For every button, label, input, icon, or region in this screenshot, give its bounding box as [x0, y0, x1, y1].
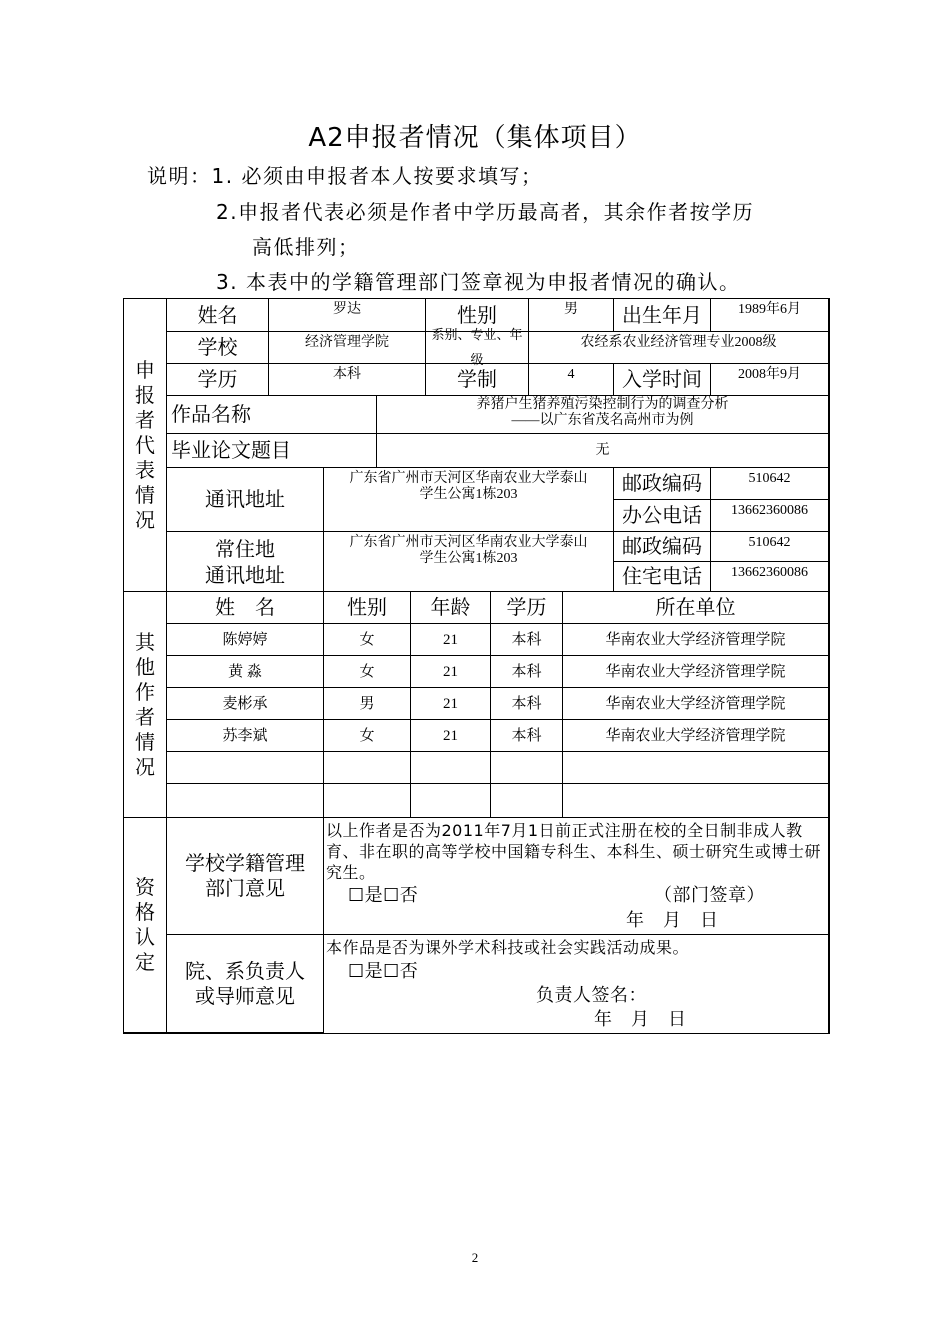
birth-label: 出生年月 — [614, 299, 711, 332]
office-phone-field[interactable]: 13662360086 — [711, 500, 829, 532]
home-address-line-1: 广东省广州市天河区华南农业大学泰山 — [349, 535, 588, 550]
others-unit-cell[interactable]: 华南农业大学经济管理学院 — [563, 624, 829, 656]
postcode-field[interactable]: 510642 — [711, 468, 829, 500]
vertical-char: 情 — [135, 729, 155, 754]
name-field[interactable]: 罗达 — [269, 299, 426, 332]
qual-section-label — [124, 818, 167, 1033]
registry-stamp-label: （部门签章） — [654, 885, 765, 906]
rep-section-label — [124, 299, 167, 592]
note-line-1: 说明：1. 必须由申报者本人按要求填写； — [147, 164, 543, 188]
address-line-2: 学生公寓1栋203 — [419, 487, 518, 502]
study-years-label: 学制 — [426, 364, 529, 396]
work-title-line-1: 养猪户生猪养殖污染控制行为的调查分析 — [476, 397, 729, 412]
advisor-label-line-1: 院、系负责人 — [185, 958, 305, 983]
enroll-field[interactable]: 2008年9月 — [711, 364, 829, 396]
work-title-field[interactable] — [377, 396, 829, 434]
others-education-cell[interactable]: 本科 — [491, 688, 563, 720]
advisor-sign-label: 负责人签名： — [536, 985, 647, 1006]
thesis-label: 毕业论文题目 — [167, 434, 377, 468]
home-phone-label: 住宅电话 — [614, 562, 711, 592]
education-field[interactable]: 本科 — [269, 364, 426, 396]
others-age-cell[interactable] — [411, 752, 491, 784]
others-age-cell[interactable] — [411, 784, 491, 818]
gender-field[interactable]: 男 — [529, 299, 614, 332]
vertical-char: 资 — [135, 875, 155, 899]
others-header-name: 姓 名 — [167, 592, 324, 624]
home-address-line-2: 学生公寓1栋203 — [419, 551, 518, 566]
office-phone-label: 办公电话 — [614, 500, 711, 532]
rep-section-text — [135, 358, 155, 533]
thesis-field[interactable]: 无 — [377, 434, 829, 468]
applicant-form-table — [123, 298, 830, 1034]
others-name-cell[interactable]: 苏李斌 — [167, 720, 324, 752]
vertical-char: 格 — [135, 900, 155, 924]
others-education-cell[interactable]: 本科 — [491, 624, 563, 656]
vertical-char: 报 — [135, 382, 155, 407]
vertical-char: 表 — [135, 457, 155, 482]
advisor-checkbox-yes-no[interactable]: ☐是☐否 — [348, 961, 419, 982]
others-gender-cell[interactable] — [324, 784, 411, 818]
vertical-char: 定 — [135, 950, 155, 974]
address-label: 通讯地址 — [167, 468, 324, 532]
work-title-line-2: ——以广东省茂名高州市为例 — [511, 413, 694, 428]
home-phone-field[interactable]: 13662360086 — [711, 562, 829, 592]
others-education-cell[interactable]: 本科 — [491, 656, 563, 688]
others-unit-cell[interactable]: 华南农业大学经济管理学院 — [563, 720, 829, 752]
advisor-label — [167, 935, 324, 1033]
others-age-cell[interactable]: 21 — [411, 720, 491, 752]
others-section-label — [124, 592, 167, 818]
vertical-char: 申 — [135, 357, 155, 382]
dept-label: 系别、专业、年级 — [426, 332, 529, 364]
registry-label-line-1: 学校学籍管理 — [185, 851, 305, 875]
home-address-label — [167, 532, 324, 592]
vertical-char: 者 — [135, 407, 155, 432]
others-name-cell[interactable] — [167, 784, 324, 818]
others-name-cell[interactable]: 陈婷婷 — [167, 624, 324, 656]
registry-date: 年 月 日 — [626, 910, 719, 931]
advisor-opinion-cell[interactable] — [324, 935, 829, 1033]
home-address-label-line-2: 通讯地址 — [205, 562, 285, 587]
others-name-cell[interactable] — [167, 752, 324, 784]
postcode2-field[interactable]: 510642 — [711, 532, 829, 562]
registry-question: 以上作者是否为2011年7月1日前正式注册在校的全日制非成人教育、非在职的高等学校中国籍专科生、本科生、硕士研究生或博士研究生。 — [326, 821, 822, 882]
registry-opinion-cell[interactable] — [324, 818, 829, 935]
others-education-cell[interactable] — [491, 784, 563, 818]
others-header-education: 学历 — [491, 592, 563, 624]
others-education-cell[interactable] — [491, 752, 563, 784]
advisor-label-line-2: 或导师意见 — [195, 983, 295, 1008]
vertical-char: 况 — [135, 754, 155, 779]
vertical-char: 其 — [135, 629, 155, 654]
others-name-cell[interactable]: 麦彬承 — [167, 688, 324, 720]
vertical-char: 作 — [135, 679, 155, 704]
page-title: A2申报者情况（集体项目） — [308, 123, 642, 153]
enroll-label: 入学时间 — [614, 364, 711, 396]
qual-section-text — [135, 875, 155, 975]
home-address-label-line-1: 常住地 — [215, 536, 275, 561]
others-header-age: 年龄 — [411, 592, 491, 624]
others-age-cell[interactable]: 21 — [411, 624, 491, 656]
others-unit-cell[interactable] — [563, 752, 829, 784]
vertical-char: 者 — [135, 704, 155, 729]
address-field[interactable] — [324, 468, 614, 532]
registry-label-line-2: 部门意见 — [205, 876, 285, 900]
page-number: 2 — [471, 1250, 479, 1265]
others-age-cell[interactable]: 21 — [411, 656, 491, 688]
others-gender-cell[interactable]: 女 — [324, 656, 411, 688]
others-gender-cell[interactable]: 女 — [324, 624, 411, 656]
school-field[interactable]: 经济管理学院 — [269, 332, 426, 364]
postcode2-label: 邮政编码 — [614, 532, 711, 562]
others-age-cell[interactable]: 21 — [411, 688, 491, 720]
gender-label: 性别 — [426, 299, 529, 332]
registry-label — [167, 818, 324, 935]
work-title-label: 作品名称 — [167, 396, 377, 434]
note-line-2: 2.申报者代表必须是作者中学历最高者，其余作者按学历 — [216, 200, 755, 224]
others-section-text — [135, 630, 155, 780]
vertical-char: 认 — [135, 925, 155, 949]
vertical-char: 代 — [135, 432, 155, 457]
others-unit-cell[interactable]: 华南农业大学经济管理学院 — [563, 688, 829, 720]
others-header-unit: 所在单位 — [563, 592, 829, 624]
others-unit-cell[interactable]: 华南农业大学经济管理学院 — [563, 656, 829, 688]
others-gender-cell[interactable] — [324, 752, 411, 784]
note-line-2-continued: 高低排列； — [252, 235, 360, 259]
school-label: 学校 — [167, 332, 269, 364]
others-gender-cell[interactable]: 男 — [324, 688, 411, 720]
others-unit-cell[interactable] — [563, 784, 829, 818]
dept-field[interactable]: 农经系农业经济管理专业2008级 — [529, 332, 829, 364]
postcode-label: 邮政编码 — [614, 468, 711, 500]
others-education-cell[interactable]: 本科 — [491, 720, 563, 752]
others-header-gender: 性别 — [324, 592, 411, 624]
address-line-1: 广东省广州市天河区华南农业大学泰山 — [349, 471, 588, 486]
advisor-question: 本作品是否为课外学术科技或社会实践活动成果。 — [326, 938, 690, 957]
study-years-field[interactable]: 4 — [529, 364, 614, 396]
advisor-date: 年 月 日 — [594, 1009, 687, 1030]
vertical-char: 情 — [135, 482, 155, 507]
vertical-char: 况 — [135, 507, 155, 532]
name-label: 姓名 — [167, 299, 269, 332]
education-label: 学历 — [167, 364, 269, 396]
others-name-cell[interactable]: 黄 淼 — [167, 656, 324, 688]
registry-checkbox-yes-no[interactable]: ☐是☐否 — [348, 885, 419, 906]
note-line-3: 3. 本表中的学籍管理部门签章视为申报者情况的确认。 — [216, 270, 741, 294]
home-address-field[interactable] — [324, 532, 614, 592]
vertical-char: 他 — [135, 654, 155, 679]
others-gender-cell[interactable]: 女 — [324, 720, 411, 752]
birth-field[interactable]: 1989年6月 — [711, 299, 829, 332]
